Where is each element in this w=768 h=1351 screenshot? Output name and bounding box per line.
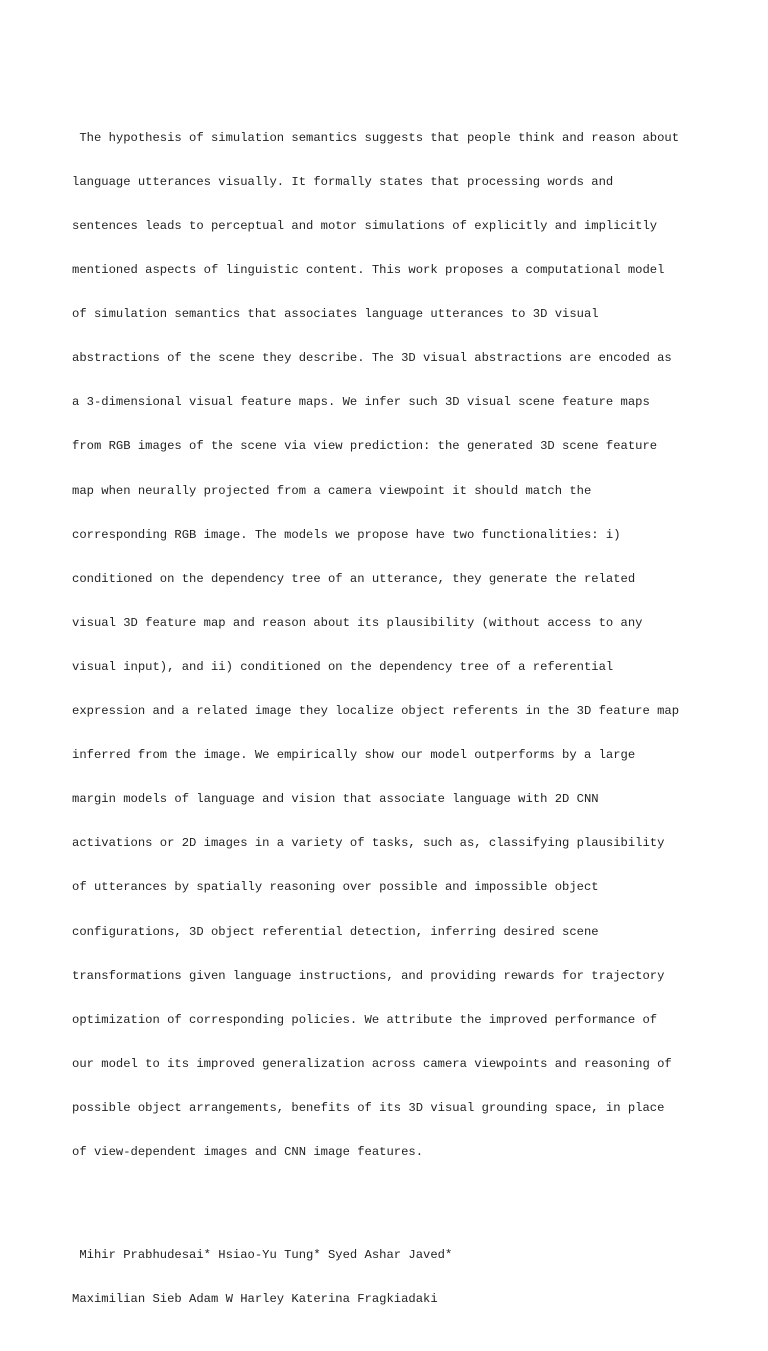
- abstract-line: abstractions of the scene they describe. The 3D visual abstractions are encoded as: [72, 351, 672, 366]
- author-list: [72, 1218, 712, 1336]
- abstract-line: from RGB images of the scene via view prediction: the generated 3D scene feature: [72, 439, 658, 454]
- abstract-line: of view-dependent images and CNN image features.: [72, 1144, 424, 1159]
- abstract-text: [72, 101, 712, 1189]
- abstract-line: conditioned on the dependency tree of an utterance, they generate the related: [72, 571, 636, 586]
- abstract-line: configurations, 3D object referential detection, inferring desired scene: [72, 924, 599, 939]
- abstract-line: visual 3D feature map and reason about its plausibility (without access to any: [72, 615, 643, 630]
- author-line: Mihir Prabhudesai* Hsiao-Yu Tung* Syed Ashar Javed*: [72, 1247, 453, 1262]
- abstract-line: sentences leads to perceptual and motor simulations of explicitly and implicitly: [72, 219, 658, 233]
- abstract-line: margin models of language and vision that associate language with 2D CNN: [72, 792, 599, 807]
- abstract-line: our model to its improved generalization across camera viewpoints and reasoning of: [72, 1056, 672, 1071]
- abstract-line: inferred from the image. We empirically show our model outperforms by a large: [72, 748, 636, 763]
- abstract-line: transformations given language instructions, and providing rewards for trajectory: [72, 968, 665, 983]
- author-line: Maximilian Sieb Adam W Harley Katerina Fragkiadaki: [72, 1291, 438, 1306]
- abstract-line: map when neurally projected from a camera viewpoint it should match the: [72, 483, 592, 498]
- abstract-line: possible object arrangements, benefits of its 3D visual grounding space, in place: [72, 1100, 665, 1115]
- abstract-line: corresponding RGB image. The models we propose have two functionalities: i): [72, 527, 621, 542]
- abstract-line: activations or 2D images in a variety of tasks, such as, classifying plausibility: [72, 836, 665, 851]
- abstract-line: optimization of corresponding policies. We attribute the improved performance of: [72, 1012, 658, 1027]
- abstract-line: The hypothesis of simulation semantics suggests that people think and reason about: [72, 130, 680, 145]
- abstract-line: language utterances visually. It formally states that processing words and: [72, 174, 614, 189]
- document-page: [72, 72, 712, 1351]
- abstract-line: a 3-dimensional visual feature maps. We infer such 3D visual scene feature maps: [72, 395, 650, 410]
- abstract-line: of simulation semantics that associates language utterances to 3D visual: [72, 307, 599, 322]
- abstract-line: of utterances by spatially reasoning over possible and impossible object: [72, 880, 599, 895]
- abstract-line: visual input), and ii) conditioned on the dependency tree of a referential: [72, 659, 614, 674]
- abstract-line: mentioned aspects of linguistic content. This work proposes a computational model: [72, 263, 665, 278]
- abstract-line: expression and a related image they localize object referents in the 3D feature map: [72, 704, 680, 719]
